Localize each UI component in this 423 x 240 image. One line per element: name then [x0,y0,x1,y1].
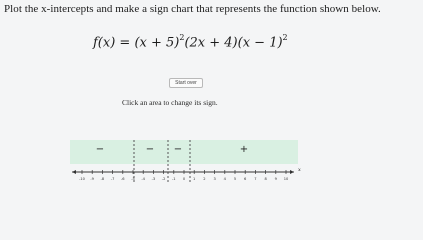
tick-label: -1 [172,177,176,181]
start-over-button[interactable]: Start over [169,78,203,88]
tick-label: -6 [121,177,125,181]
tick-label: 7 [254,177,257,181]
sign-label-1: − [95,144,105,155]
sign-chart-svg [68,140,300,184]
equation-exponent-1: 2 [179,33,185,42]
sign-label-2: − [145,144,155,155]
tick-label: 5 [233,177,237,181]
tick-label: 2 [203,177,206,181]
sign-chart [68,140,300,184]
tick-label: -2 [161,177,166,181]
equation-factor-2: (2x + 4) [184,35,238,51]
tick-label: -3 [151,177,156,181]
tick-label: 0 [182,177,186,181]
sign-label-4: + [239,144,249,155]
equation-factor-3: (x − 1) [237,35,283,51]
tick-label: 9 [274,177,277,181]
tick-label: -5 [131,177,135,181]
tick-label: -7 [110,177,115,181]
tick-label: -4 [141,177,145,181]
tick-label: 10 [283,177,289,181]
tick-label: 8 [264,177,267,181]
equation-lhs: f(x) = [93,35,135,51]
instruction-text: Plot the x-intercepts and make a sign chart that represents the function shown below. [4,3,381,15]
function-equation [93,34,288,50]
tick-label: 1 [193,177,196,181]
tick-label: 4 [223,177,226,181]
equation-exponent-3: 2 [282,33,288,42]
tick-label: -9 [90,177,94,181]
tick-label: 6 [244,177,247,181]
axis-label: x [298,167,301,173]
tick-label: 3 [213,177,216,181]
right-arrow-icon [290,170,294,174]
instruction-hint: Click an area to change its sign. [122,98,218,107]
tick-label: -8 [100,177,105,181]
tick-label: -10 [79,177,85,181]
sign-label-3: − [173,144,183,155]
equation-factor-1: (x + 5) [134,35,180,51]
left-arrow-icon [72,170,76,174]
